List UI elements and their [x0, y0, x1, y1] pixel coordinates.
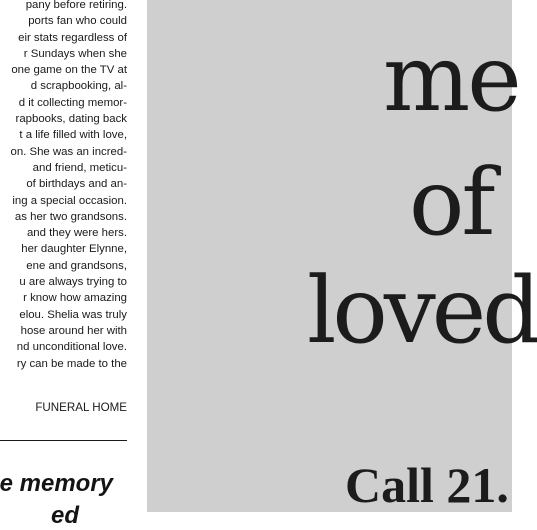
memory-heading: e memory	[0, 470, 113, 497]
advert-line: of	[409, 149, 493, 256]
obituary-line: elou. Shelia was truly	[19, 308, 127, 321]
obituary-line: r Sundays when she	[23, 47, 127, 60]
section-divider	[0, 440, 127, 441]
obituary-line: nd unconditional love.	[16, 341, 127, 354]
obituary-line: ene and grandsons,	[26, 259, 127, 272]
obituary-body	[0, 0, 127, 372]
advert-call-number: Call 21.	[345, 457, 509, 513]
advert-line: me	[383, 25, 519, 132]
obituary-line: rapbooks, dating back	[15, 113, 127, 126]
obituary-line: u are always trying to	[19, 276, 127, 289]
obituary-line: on. She was an incred-	[10, 145, 127, 158]
memory-heading-continued: ed	[50, 502, 79, 529]
obituary-line: d it collecting memor-	[18, 96, 127, 109]
obituary-line: t a life filled with love,	[19, 129, 127, 142]
funeral-home-credit: FUNERAL HOME	[35, 401, 127, 414]
obituary-line: ports fan who could	[28, 15, 127, 28]
obituary-line: pany before retiring.	[25, 0, 127, 11]
obituary-line: her daughter Elynne,	[21, 243, 127, 256]
obituary-column	[0, 0, 137, 529]
obituary-line: hose around her with	[20, 324, 127, 337]
obituary-line: and they were hers.	[26, 227, 127, 240]
obituary-line: and friend, meticu-	[32, 161, 127, 174]
obituary-line: eir stats regardless of	[18, 31, 127, 44]
obituary-line: r know how amazing	[23, 292, 127, 305]
obituary-line: one game on the TV at	[11, 64, 127, 77]
obituary-line: of birthdays and an-	[26, 178, 127, 191]
obituary-line: as her two grandsons.	[14, 210, 127, 223]
advert-line: loved	[307, 257, 537, 364]
column-gutter	[137, 0, 147, 512]
obituary-line: ry can be made to the	[16, 357, 127, 370]
obituary-line: ing a special occasion.	[12, 194, 127, 207]
obituary-line: d scrapbooking, al-	[30, 80, 127, 93]
memorial-advert	[147, 0, 537, 513]
